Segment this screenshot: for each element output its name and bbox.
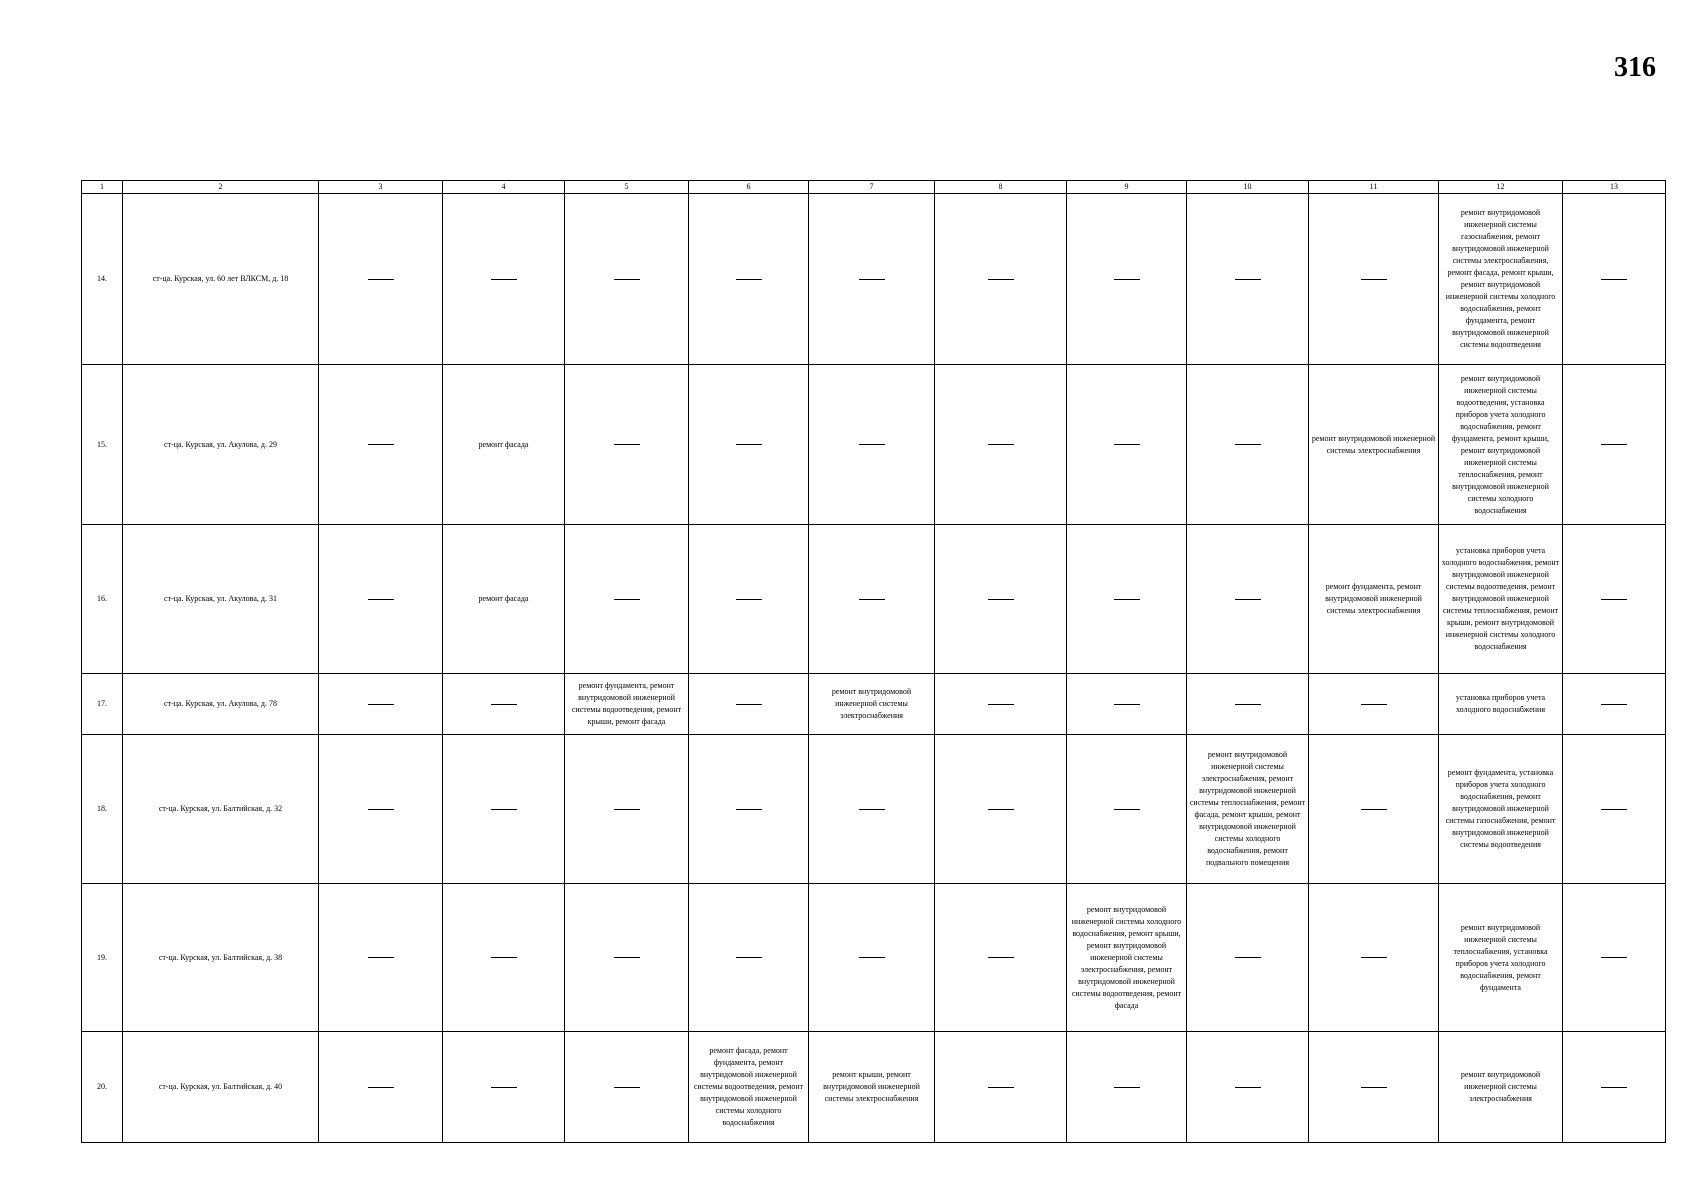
dash-mark	[1601, 599, 1627, 600]
empty-cell	[935, 194, 1067, 365]
dash-mark	[736, 809, 762, 810]
dash-mark	[368, 444, 394, 445]
table-body	[82, 194, 1666, 1143]
row-number: 19.	[82, 884, 123, 1032]
column-header: 10	[1187, 181, 1309, 194]
column-header: 5	[565, 181, 689, 194]
empty-cell	[443, 735, 565, 884]
empty-cell	[1563, 365, 1666, 525]
empty-cell	[319, 735, 443, 884]
empty-cell	[565, 525, 689, 674]
empty-cell	[565, 884, 689, 1032]
table-row	[82, 884, 1666, 1032]
table-row	[82, 1032, 1666, 1143]
dash-mark	[1114, 444, 1140, 445]
dash-mark	[1361, 279, 1387, 280]
empty-cell	[319, 1032, 443, 1143]
column-header: 11	[1309, 181, 1439, 194]
work-cell: установка приборов учета холодного водоснабжения, ремонт внутридомовой инженерной системы водоотведения, ремонт внутридомовой инженерной системы теплоснабжения, ремонт крыши, ремонт внутридомовой инженерной системы холодного водоснабжения	[1439, 525, 1563, 674]
work-cell: ремонт внутридомовой инженерной системы холодного водоснабжения, ремонт крыши, ремонт внутридомовой инженерной системы электроснабжения, ремонт внутридомовой инженерной системы водоотведения, ремонт фасада	[1067, 884, 1187, 1032]
address-cell: ст-ца. Курская, ул. Балтийская, д. 40	[123, 1032, 319, 1143]
empty-cell	[1309, 884, 1439, 1032]
dash-mark	[614, 599, 640, 600]
empty-cell	[443, 194, 565, 365]
dash-mark	[491, 809, 517, 810]
dash-mark	[368, 704, 394, 705]
empty-cell	[1309, 194, 1439, 365]
empty-cell	[935, 525, 1067, 674]
dash-mark	[1361, 957, 1387, 958]
table-row	[82, 194, 1666, 365]
empty-cell	[565, 365, 689, 525]
work-cell: ремонт внутридомовой инженерной системы газоснабжения, ремонт внутридомовой инженерной системы электроснабжения, ремонт фасада, ремонт крыши, ремонт внутридомовой инженерной системы холодного водоснабжения, ремонт фундамента, ремонт внутридомовой инженерной системы водоотведения	[1439, 194, 1563, 365]
dash-mark	[988, 957, 1014, 958]
empty-cell	[935, 1032, 1067, 1143]
empty-cell	[443, 884, 565, 1032]
dash-mark	[859, 279, 885, 280]
dash-mark	[1235, 444, 1261, 445]
dash-mark	[859, 599, 885, 600]
dash-mark	[859, 957, 885, 958]
empty-cell	[1563, 884, 1666, 1032]
dash-mark	[491, 704, 517, 705]
dash-mark	[1601, 279, 1627, 280]
dash-mark	[1361, 809, 1387, 810]
empty-cell	[1563, 674, 1666, 735]
dash-mark	[736, 279, 762, 280]
empty-cell	[1187, 194, 1309, 365]
dash-mark	[1361, 1087, 1387, 1088]
empty-cell	[1563, 194, 1666, 365]
work-cell: ремонт фасада, ремонт фундамента, ремонт внутридомовой инженерной системы водоотведения, ремонт внутридомовой инженерной системы холодного водоснабжения	[689, 1032, 809, 1143]
dash-mark	[1235, 957, 1261, 958]
dash-mark	[1235, 599, 1261, 600]
empty-cell	[1309, 1032, 1439, 1143]
column-header: 1	[82, 181, 123, 194]
work-cell: ремонт фундамента, установка приборов учета холодного водоснабжения, ремонт внутридомовой инженерной системы газоснабжения, ремонт внутридомовой инженерной системы водоотведения	[1439, 735, 1563, 884]
empty-cell	[689, 884, 809, 1032]
dash-mark	[988, 809, 1014, 810]
empty-cell	[565, 1032, 689, 1143]
column-header: 2	[123, 181, 319, 194]
dash-mark	[736, 704, 762, 705]
dash-mark	[1601, 1087, 1627, 1088]
dash-mark	[614, 809, 640, 810]
empty-cell	[1563, 1032, 1666, 1143]
dash-mark	[368, 957, 394, 958]
empty-cell	[1563, 735, 1666, 884]
column-header: 8	[935, 181, 1067, 194]
empty-cell	[1187, 884, 1309, 1032]
address-cell: ст-ца. Курская, ул. Акулова, д. 29	[123, 365, 319, 525]
dash-mark	[859, 809, 885, 810]
table-row	[82, 735, 1666, 884]
address-cell: ст-ца. Курская, ул. Акулова, д. 78	[123, 674, 319, 735]
empty-cell	[1187, 365, 1309, 525]
dash-mark	[736, 957, 762, 958]
dash-mark	[1114, 1087, 1140, 1088]
empty-cell	[319, 365, 443, 525]
empty-cell	[809, 525, 935, 674]
column-header: 4	[443, 181, 565, 194]
dash-mark	[988, 279, 1014, 280]
empty-cell	[1187, 1032, 1309, 1143]
repair-schedule-table	[81, 180, 1666, 1143]
empty-cell	[443, 674, 565, 735]
empty-cell	[689, 674, 809, 735]
dash-mark	[1601, 809, 1627, 810]
empty-cell	[809, 365, 935, 525]
row-number: 18.	[82, 735, 123, 884]
column-header: 3	[319, 181, 443, 194]
dash-mark	[614, 957, 640, 958]
dash-mark	[614, 1087, 640, 1088]
empty-cell	[1187, 525, 1309, 674]
column-header: 9	[1067, 181, 1187, 194]
dash-mark	[1114, 704, 1140, 705]
row-number: 20.	[82, 1032, 123, 1143]
column-header: 7	[809, 181, 935, 194]
dash-mark	[1114, 279, 1140, 280]
empty-cell	[689, 365, 809, 525]
column-header: 6	[689, 181, 809, 194]
empty-cell	[1067, 735, 1187, 884]
dash-mark	[859, 444, 885, 445]
dash-mark	[368, 599, 394, 600]
column-header: 13	[1563, 181, 1666, 194]
dash-mark	[988, 599, 1014, 600]
work-cell: ремонт внутридомовой инженерной системы теплоснабжения, установка приборов учета холодного водоснабжения, ремонт фундамента	[1439, 884, 1563, 1032]
dash-mark	[491, 1087, 517, 1088]
table-row	[82, 365, 1666, 525]
dash-mark	[614, 444, 640, 445]
empty-cell	[1067, 674, 1187, 735]
empty-cell	[565, 194, 689, 365]
empty-cell	[689, 525, 809, 674]
dash-mark	[491, 279, 517, 280]
dash-mark	[1114, 809, 1140, 810]
dash-mark	[988, 1087, 1014, 1088]
dash-mark	[368, 809, 394, 810]
dash-mark	[1114, 599, 1140, 600]
empty-cell	[443, 1032, 565, 1143]
empty-cell	[1563, 525, 1666, 674]
dash-mark	[1601, 704, 1627, 705]
empty-cell	[1067, 525, 1187, 674]
empty-cell	[689, 735, 809, 884]
empty-cell	[935, 884, 1067, 1032]
column-number-row	[82, 181, 1666, 194]
empty-cell	[1309, 674, 1439, 735]
work-cell: ремонт фасада	[443, 365, 565, 525]
dash-mark	[1235, 279, 1261, 280]
row-number: 16.	[82, 525, 123, 674]
dash-mark	[988, 444, 1014, 445]
dash-mark	[1601, 957, 1627, 958]
empty-cell	[935, 674, 1067, 735]
dash-mark	[368, 279, 394, 280]
table-row	[82, 674, 1666, 735]
empty-cell	[935, 735, 1067, 884]
column-header: 12	[1439, 181, 1563, 194]
dash-mark	[736, 599, 762, 600]
empty-cell	[1309, 735, 1439, 884]
empty-cell	[319, 525, 443, 674]
address-cell: ст-ца. Курская, ул. Акулова, д. 31	[123, 525, 319, 674]
empty-cell	[809, 735, 935, 884]
page-number: 316	[1614, 52, 1656, 83]
dash-mark	[1235, 704, 1261, 705]
work-cell: ремонт внутридомовой инженерной системы электроснабжения	[809, 674, 935, 735]
work-cell: ремонт внутридомовой инженерной системы электроснабжения	[1309, 365, 1439, 525]
empty-cell	[1187, 674, 1309, 735]
address-cell: ст-ца. Курская, ул. 60 лет ВЛКСМ, д. 18	[123, 194, 319, 365]
dash-mark	[368, 1087, 394, 1088]
work-cell: ремонт крыши, ремонт внутридомовой инженерной системы электроснабжения	[809, 1032, 935, 1143]
empty-cell	[319, 194, 443, 365]
empty-cell	[319, 674, 443, 735]
dash-mark	[736, 444, 762, 445]
dash-mark	[614, 279, 640, 280]
work-cell: ремонт фундамента, ремонт внутридомовой инженерной системы водоотведения, ремонт крыши, ремонт фасада	[565, 674, 689, 735]
empty-cell	[689, 194, 809, 365]
empty-cell	[1067, 194, 1187, 365]
work-cell: ремонт фасада	[443, 525, 565, 674]
row-number: 14.	[82, 194, 123, 365]
dash-mark	[1235, 1087, 1261, 1088]
empty-cell	[319, 884, 443, 1032]
empty-cell	[935, 365, 1067, 525]
empty-cell	[565, 735, 689, 884]
table-row	[82, 525, 1666, 674]
empty-cell	[1067, 1032, 1187, 1143]
empty-cell	[1067, 365, 1187, 525]
row-number: 15.	[82, 365, 123, 525]
work-cell: ремонт внутридомовой инженерной системы водоотведения, установка приборов учета холодного водоснабжения, ремонт фундамента, ремонт крыши, ремонт внутридомовой инженерной системы теплоснабжения, ремонт внутридомовой инженерной системы холодного водоснабжения	[1439, 365, 1563, 525]
address-cell: ст-ца. Курская, ул. Балтийская, д. 32	[123, 735, 319, 884]
dash-mark	[988, 704, 1014, 705]
empty-cell	[809, 194, 935, 365]
work-cell: ремонт фундамента, ремонт внутридомовой инженерной системы электроснабжения	[1309, 525, 1439, 674]
dash-mark	[491, 957, 517, 958]
row-number: 17.	[82, 674, 123, 735]
dash-mark	[1361, 704, 1387, 705]
work-cell: установка приборов учета холодного водоснабжения	[1439, 674, 1563, 735]
empty-cell	[809, 884, 935, 1032]
work-cell: ремонт внутридомовой инженерной системы электроснабжения, ремонт внутридомовой инженерной системы теплоснабжения, ремонт фасада, ремонт крыши, ремонт внутридомовой инженерной системы холодного водоснабжения, ремонт подвального помещения	[1187, 735, 1309, 884]
work-cell: ремонт внутридомовой инженерной системы электроснабжения	[1439, 1032, 1563, 1143]
dash-mark	[1601, 444, 1627, 445]
address-cell: ст-ца. Курская, ул. Балтийская, д. 38	[123, 884, 319, 1032]
